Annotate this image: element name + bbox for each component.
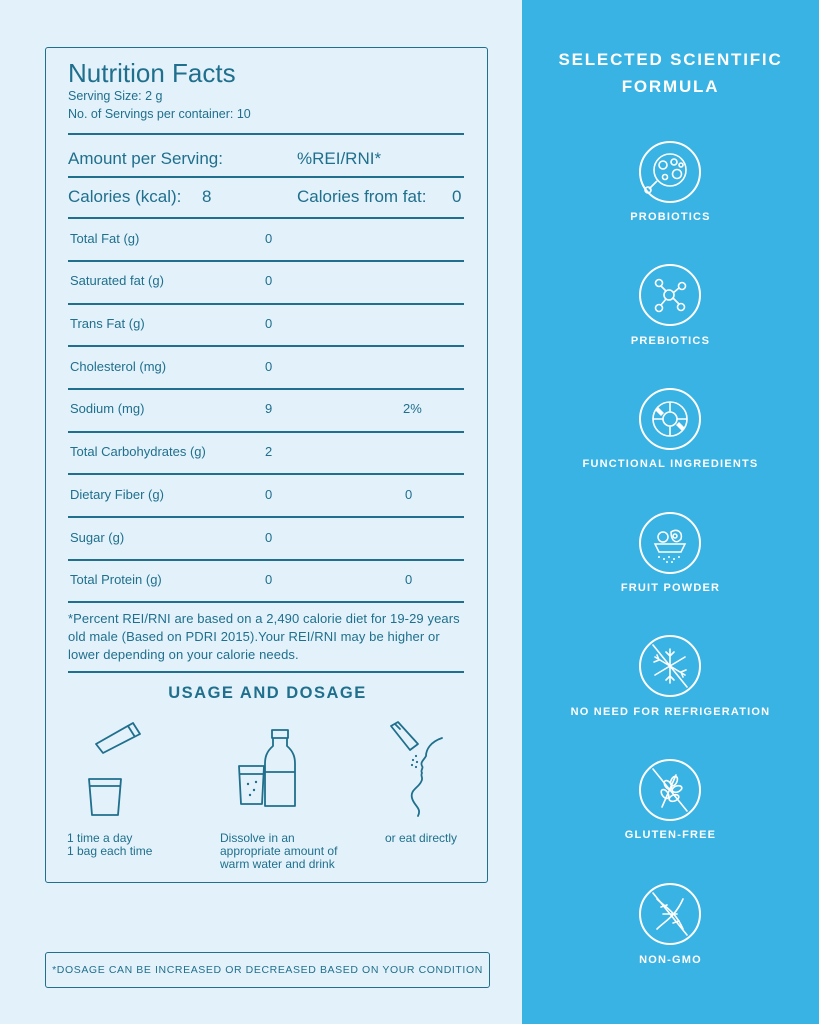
- divider: [68, 176, 464, 178]
- nutrition-facts-panel: [45, 47, 488, 883]
- row-divider: [68, 260, 464, 262]
- nutrient-value: 0: [265, 231, 273, 246]
- no-refrigeration-icon: [639, 635, 701, 697]
- nutrient-label: Total Fat (g): [70, 231, 140, 246]
- glass-icon: [86, 776, 124, 818]
- row-divider: [68, 559, 464, 561]
- amount-per-serving: Amount per Serving:: [68, 149, 223, 168]
- calories-value: 8: [202, 187, 212, 206]
- step3-text: or eat directly: [385, 831, 458, 845]
- feature-label: FUNCTIONAL INGREDIENTS: [582, 458, 759, 470]
- nutrient-label: Sodium (mg): [70, 401, 145, 416]
- row-divider: [68, 601, 464, 603]
- row-divider: [68, 516, 464, 518]
- nutrient-label: Cholesterol (mg): [70, 359, 167, 374]
- calories-fat-label: Calories from fat:: [297, 187, 427, 206]
- nutrient-label: Total Protein (g): [70, 572, 162, 587]
- gluten-free-icon: [639, 759, 701, 821]
- functional-ingredients-icon: [639, 388, 701, 450]
- nutrient-value: 2: [265, 444, 273, 459]
- rei-footnote: *Percent REI/RNI are based on a 2,490 calorie diet for 19-29 years old male (Based on PDRI 2015).Your REI/RNI may be higher or lower depending on your calorie needs.: [68, 611, 460, 662]
- row-divider: [68, 303, 464, 305]
- nutrient-label: Dietary Fiber (g): [70, 487, 164, 502]
- feature-label: GLUTEN-FREE: [624, 829, 717, 841]
- nutrient-value: 0: [265, 316, 273, 331]
- divider: [68, 133, 464, 135]
- usage-title: USAGE AND DOSAGE: [168, 684, 367, 702]
- feature-label: NON-GMO: [639, 954, 702, 966]
- bottle-and-glass-icon: [236, 728, 298, 810]
- nutrient-percent: 0: [405, 572, 413, 587]
- calories-fat-value: 0: [452, 187, 462, 206]
- sachet-icon: [93, 720, 145, 756]
- step1-text: 1 time a day 1 bag each time: [67, 831, 153, 858]
- feature-label: PROBIOTICS: [630, 211, 711, 223]
- eat-directly-icon: [386, 720, 448, 818]
- row-divider: [68, 431, 464, 433]
- fruit-powder-icon: [639, 512, 701, 574]
- nutrient-percent: 0: [405, 487, 413, 502]
- servings-per-container: No. of Servings per container: 10: [68, 107, 251, 121]
- nutrient-value: 0: [265, 487, 273, 502]
- nutrient-value: 0: [265, 273, 273, 288]
- row-divider: [68, 473, 464, 475]
- nutrient-value: 9: [265, 401, 273, 416]
- divider: [68, 217, 464, 219]
- prebiotics-icon: [639, 264, 701, 326]
- rei-header: %REI/RNI*: [297, 149, 382, 168]
- feature-label: FRUIT POWDER: [620, 582, 721, 594]
- nutrient-value: 0: [265, 572, 273, 587]
- nutrient-value: 0: [265, 530, 273, 545]
- nutrient-label: Total Carbohydrates (g): [70, 444, 206, 459]
- non-gmo-icon: [639, 883, 701, 945]
- formula-title: SELECTED SCIENTIFIC FORMULA: [558, 50, 783, 96]
- row-divider: [68, 388, 464, 390]
- nutrient-label: Trans Fat (g): [70, 316, 145, 331]
- row-divider: [68, 345, 464, 347]
- nutrient-percent: 2%: [403, 401, 422, 416]
- feature-label: PREBIOTICS: [630, 335, 711, 347]
- divider: [68, 671, 464, 673]
- calories-label: Calories (kcal):: [68, 187, 182, 206]
- nutrient-value: 0: [265, 359, 273, 374]
- nutrition-title: Nutrition Facts: [68, 58, 236, 88]
- step2-text: Dissolve in an appropriate amount of warm water and drink: [220, 831, 338, 871]
- formula-section: [522, 0, 819, 1024]
- nutrient-label: Sugar (g): [70, 530, 125, 545]
- nutrient-label: Saturated fat (g): [70, 273, 164, 288]
- probiotics-icon: [639, 141, 701, 203]
- serving-size: Serving Size: 2 g: [68, 89, 163, 103]
- dosage-note: *DOSAGE CAN BE INCREASED OR DECREASED BASED ON YOUR CONDITION: [45, 952, 490, 988]
- feature-label: NO NEED FOR REFRIGERATION: [570, 706, 771, 718]
